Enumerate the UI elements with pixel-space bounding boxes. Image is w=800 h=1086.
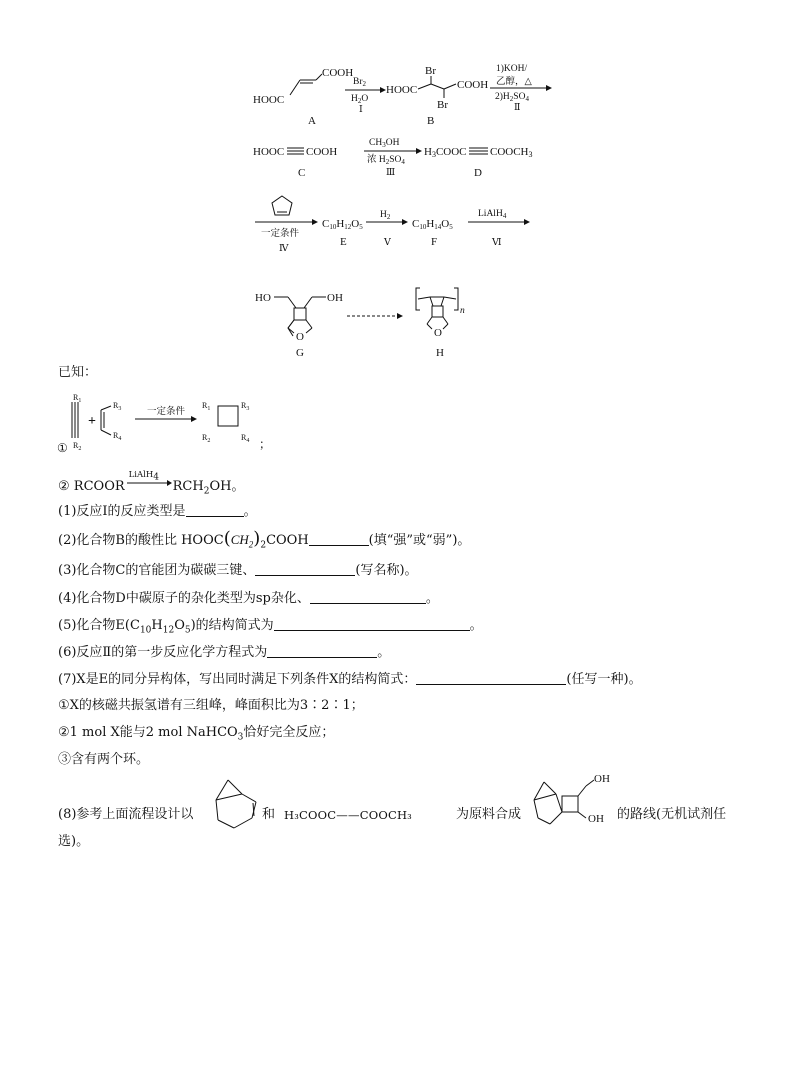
- condition-1: ①X的核磁共振氢谱有三组峰，峰面积比为3∶2∶1；: [58, 698, 364, 713]
- bond: [288, 320, 294, 336]
- A-hooc: HOOC: [253, 94, 285, 106]
- bond: [306, 320, 312, 328]
- k1-end: ；: [259, 437, 272, 451]
- bond: [427, 324, 432, 329]
- k1-num: ①: [57, 441, 68, 455]
- k1-plus: +: [88, 414, 96, 429]
- k1-p-r2: $R_2$: [202, 433, 211, 444]
- arrow1-above: $Br_2$: [353, 77, 366, 88]
- step-VI: Ⅵ: [492, 238, 502, 248]
- bond: [288, 320, 294, 328]
- H-n: n: [460, 306, 465, 316]
- bond: [430, 297, 433, 306]
- B-br-bottom: Br: [437, 99, 448, 111]
- label-E: E: [340, 236, 347, 248]
- condition-2: ②1 mol X能与2 mol NaHCO$_3$恰好完全反应；: [58, 725, 335, 743]
- label-C: C: [298, 167, 306, 179]
- label-F: F: [431, 236, 438, 248]
- arrow4-below: 一定条件: [261, 229, 300, 239]
- B-br-top: Br: [425, 65, 436, 77]
- D-left: H3COOC: [424, 146, 467, 159]
- B-cooh: COOH: [457, 79, 489, 91]
- bond: [431, 84, 444, 89]
- G-oh-right: OH: [327, 292, 343, 304]
- arrow6-above: LiAlH$_4$: [478, 209, 507, 220]
- question-5: (5)化合物$E(C_{10}H_{12}O_5)$的结构简式为 。: [58, 618, 483, 636]
- label-G: G: [296, 347, 304, 359]
- bond: [443, 317, 448, 324]
- q8-tail: 的路线(无机试剂任: [617, 807, 727, 822]
- answer-blank-3[interactable]: [255, 561, 355, 576]
- known-title: 已知：: [58, 365, 98, 380]
- bond: [290, 80, 300, 95]
- reaction-scheme: [0, 0, 800, 360]
- target-diol-structure: [530, 766, 616, 838]
- cyclobutane-ring: [432, 306, 443, 317]
- question-4: (4)化合物D中碳原子的杂化类型为sp杂化、 。: [58, 591, 439, 606]
- step-IV: Ⅳ: [279, 244, 289, 254]
- step-I: Ⅰ: [359, 105, 363, 115]
- condition-3: ③含有两个环。: [58, 752, 150, 767]
- norbornene-structure: [208, 772, 262, 830]
- bond: [304, 297, 312, 308]
- bond: [418, 84, 431, 89]
- answer-blank-5[interactable]: [274, 616, 470, 631]
- label-A: A: [308, 115, 316, 127]
- bond: [444, 297, 456, 299]
- answer-blank-2[interactable]: [309, 531, 369, 546]
- bond: [306, 328, 312, 333]
- F-formula: C10H14O5: [412, 218, 453, 231]
- target-oh-bottom: OH: [588, 813, 604, 825]
- known-2: ② RCOOR LiAlH$_4$ $RCH_2OH$。: [58, 470, 245, 497]
- k1-r4: $R_4$: [113, 431, 122, 442]
- G-o: O: [296, 331, 304, 343]
- arrow3-above: $CH_3OH$: [369, 138, 400, 149]
- arrow2-line1: 1)KOH/: [496, 64, 528, 74]
- q8-and: 和: [262, 807, 276, 822]
- arrow3-below: 浓 $H_2SO_4$: [367, 155, 405, 166]
- question-6: (6)反应Ⅱ的第一步反应化学方程式为 。: [58, 645, 391, 660]
- label-H: H: [436, 347, 444, 359]
- C-cooh: COOH: [306, 146, 338, 158]
- answer-blank-7[interactable]: [416, 670, 566, 685]
- label-B: B: [427, 115, 435, 127]
- A-cooh: COOH: [322, 67, 354, 79]
- question-1: (1)反应Ⅰ的反应类型是 。: [58, 504, 257, 519]
- bond: [444, 84, 456, 89]
- E-formula: C10H12O5: [322, 218, 363, 231]
- k1-p-r4: $R_4$: [241, 433, 250, 444]
- cyclobutane-ring: [294, 308, 306, 320]
- arrow2-line3: $2)H_2SO_4$: [495, 92, 529, 103]
- question-8-line1: (8)参考上面流程设计以: [58, 807, 194, 822]
- D-right: COOCH3: [490, 146, 533, 159]
- bond: [288, 297, 296, 308]
- arrow1-below: $H_2O$: [351, 94, 369, 105]
- k1-r1: $R_1$: [73, 393, 82, 404]
- C-hooc: HOOC: [253, 146, 285, 158]
- q8-diester: H₃COOC——COOCH₃: [284, 808, 412, 822]
- q8-post: 为原料合成: [456, 807, 522, 822]
- question-8-line2: 选)。: [58, 834, 90, 849]
- k1-r3: $R_3$: [113, 401, 122, 412]
- bond: [418, 297, 430, 299]
- k1-r2: $R_2$: [73, 441, 82, 452]
- target-oh-top: OH: [594, 773, 610, 785]
- k1-cond: 一定条件: [147, 407, 186, 417]
- k1-p-r3: $R_3$: [241, 401, 250, 412]
- step-III: Ⅲ: [386, 168, 396, 178]
- answer-blank-6[interactable]: [267, 643, 377, 658]
- question-3: (3)化合物C的官能团为碳碳三键、 (写名称)。: [58, 563, 418, 578]
- question-7: (7)X是E的同分异构体，写出同时满足下列条件X的结构简式： (任写一种)。: [58, 672, 642, 687]
- bond: [427, 317, 432, 324]
- answer-blank-1[interactable]: [186, 502, 244, 517]
- bond: [441, 297, 444, 306]
- answer-blank-4[interactable]: [310, 589, 426, 604]
- label-D: D: [474, 167, 482, 179]
- step-II: Ⅱ: [514, 103, 521, 113]
- bond: [443, 324, 448, 329]
- H-o: O: [434, 327, 442, 339]
- k1-p-r1: $R_1$: [202, 401, 211, 412]
- known-1-scheme: [55, 386, 285, 466]
- G-oh-left: HO: [255, 292, 271, 304]
- arrow5-above: $H_2$: [380, 210, 391, 221]
- step-V: Ⅴ: [384, 238, 391, 248]
- arrow2-line2: 乙醇，△: [496, 77, 532, 87]
- question-2: (2)化合物B的酸性比 $HOOC(CH_2)_2COOH$ (填“强”或“弱”)。: [58, 528, 471, 551]
- B-hooc: HOOC: [386, 84, 418, 96]
